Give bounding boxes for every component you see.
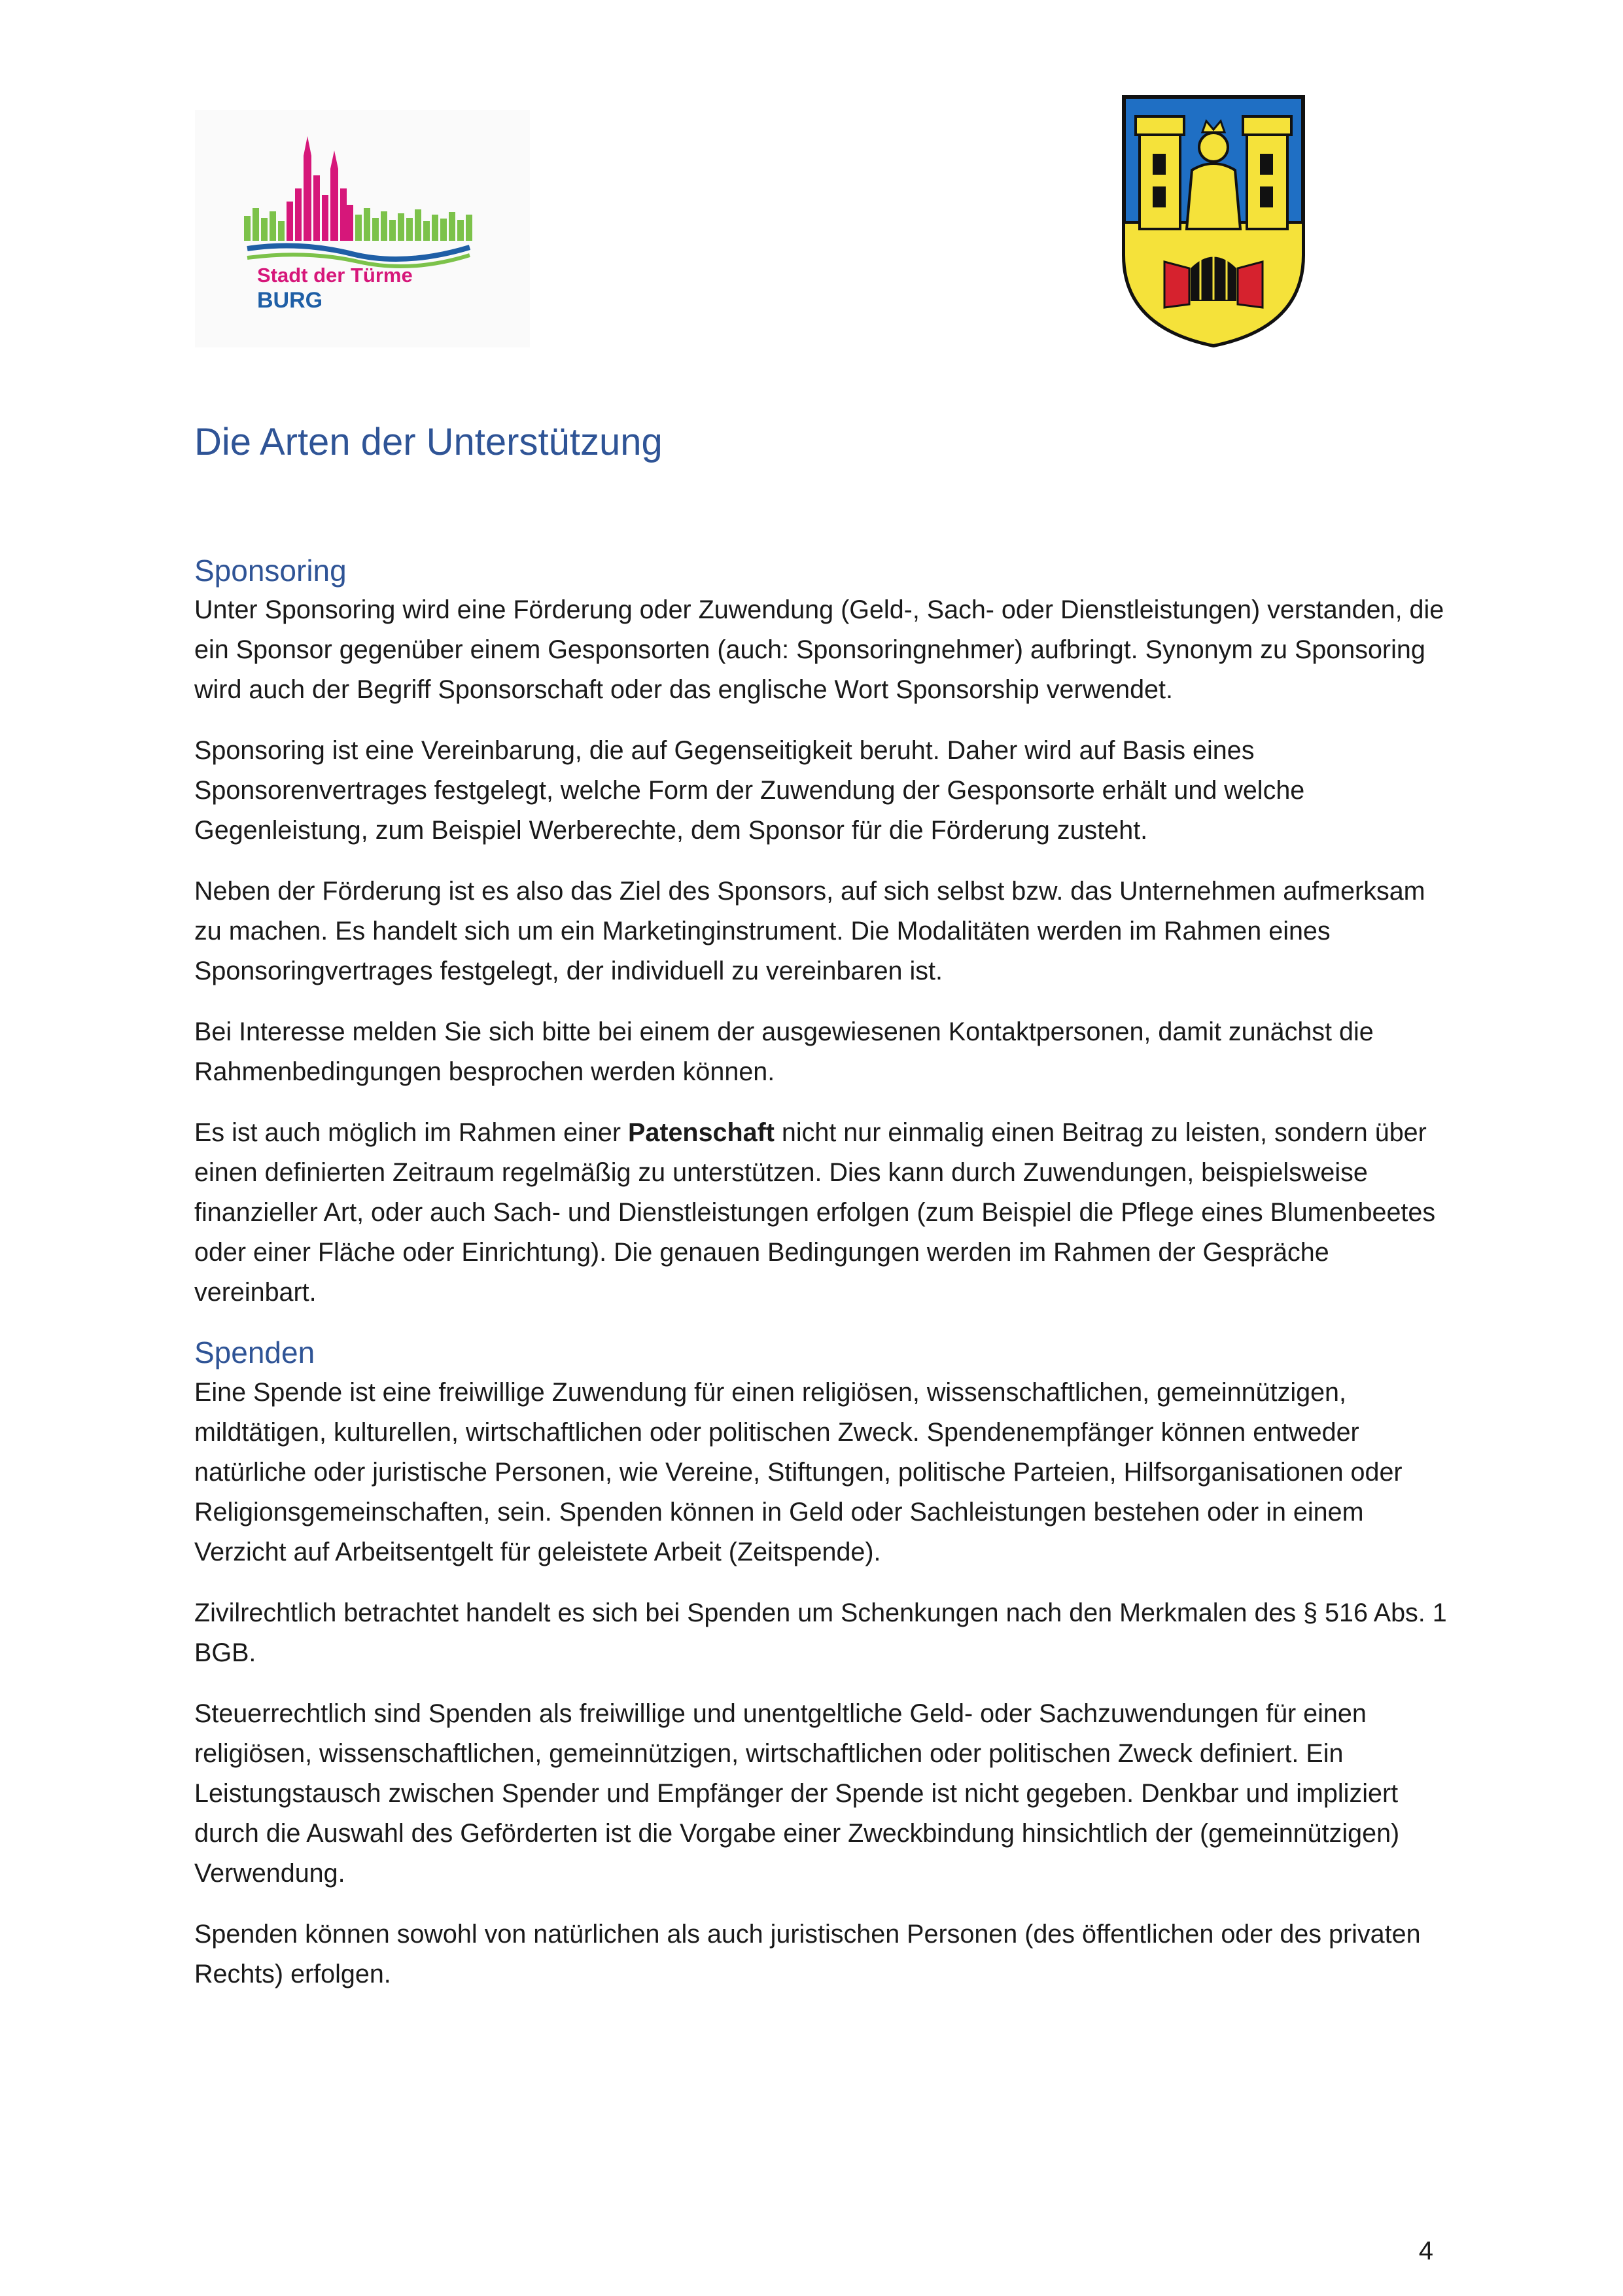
text-run: nicht nur einmalig einen Beitrag zu leisten, sondern über einen definierten Zeitraum regelmäßig zu unterstützen. Dies kann durch Zuwendungen, beispielsweise finanzieller Art, oder auch Sach- und Dienstleistungen erfolgen (zum Beispiel die Pflege eines Blumenbeetes oder einer Fläche oder Einrichtung). Die genauen Bedingungen werden im Rahmen der Gespräche vereinbart. xyxy=(194,1118,1436,1307)
paragraph: Neben der Förderung ist es also das Ziel des Sponsors, auf sich selbst bzw. das Unternehmen aufmerksam zu machen. Es handelt sich um ein Marketinginstrument. Die Modalitäten werden im Rahmen eines Sponsoringvertrages festgelegt, der individuell zu vereinbaren ist. xyxy=(194,877,1425,986)
city-logo-tagline: Stadt der Türme xyxy=(257,264,413,287)
bold-term: Patenschaft xyxy=(628,1118,775,1148)
paragraph: Unter Sponsoring wird eine Förderung oder Zuwendung (Geld-, Sach- oder Dienstleistungen) verstanden, die ein Sponsor gegenüber einem Gesponsorten (auch: Sponsoringnehmer) aufbringt. Synonym zu Sponsoring wird auch der Begriff Sponsorschaft oder das englische Wort Sponsorship verwendet. xyxy=(194,595,1444,705)
page-title: Die Arten der Unterstützung xyxy=(194,421,663,463)
section-heading-sponsoring: Sponsoring xyxy=(194,553,347,588)
city-logo xyxy=(195,110,530,347)
document-body xyxy=(194,419,1447,2015)
coat-of-arms-graphic xyxy=(1119,92,1308,350)
paragraph: Bei Interesse melden Sie sich bitte bei einem der ausgewiesenen Kontaktpersonen, damit zunächst die Rahmenbedingungen besprochen werden können. xyxy=(194,1017,1374,1087)
city-logo-name: BURG xyxy=(257,288,323,313)
paragraph: Steuerrechtlich sind Spenden als freiwillige und unentgeltliche Geld- oder Sachzuwendungen für einen religiösen, wissenschaftlichen, gemeinnützigen, wirtschaftlichen oder politischen Zweck definiert. Ein Leistungstausch zwischen Spender und Empfänger der Spende ist nicht gegeben. Denkbar und impliziert durch die Auswahl des Geförderten ist die Vorgabe einer Zweckbindung hinsichtlich der (gemeinnützigen) Verwendung. xyxy=(194,1699,1400,1888)
page-number: 4 xyxy=(1418,2236,1433,2265)
text-run: Es ist auch möglich im Rahmen einer xyxy=(194,1118,628,1148)
coat-of-arms xyxy=(1119,92,1308,350)
paragraph: Sponsoring ist eine Vereinbarung, die auf Gegenseitigkeit beruht. Daher wird auf Basis eines Sponsorenvertrages festgelegt, welche Form der Zuwendung der Gesponsorte erhält und welche Gegenleistung, zum Beispiel Werberechte, dem Sponsor für die Förderung zusteht. xyxy=(194,736,1305,845)
paragraph: Eine Spende ist eine freiwillige Zuwendung für einen religiösen, wissenschaftlichen, gemeinnützigen, mildtätigen, kulturellen, wirtschaftlichen oder politischen Zweck. Spendenempfänger können entweder natürliche oder juristische Personen, wie Vereine, Stiftungen, politische Parteien, Hilfsorganisationen oder Religionsgemeinschaften, sein. Spenden können in Geld oder Sachleistungen bestehen oder in einem Verzicht auf Arbeitsentgelt für geleistete Arbeit (Zeitspende). xyxy=(194,1378,1403,1567)
city-skyline-logo-graphic xyxy=(195,110,530,347)
paragraph-patenschaft xyxy=(194,1113,1447,1313)
paragraph: Spenden können sowohl von natürlichen als auch juristischen Personen (des öffentlichen oder des privaten Rechts) erfolgen. xyxy=(194,1920,1421,1989)
section-heading-spenden: Spenden xyxy=(194,1335,315,1370)
paragraph: Zivilrechtlich betrachtet handelt es sich bei Spenden um Schenkungen nach den Merkmalen des § 516 Abs. 1 BGB. xyxy=(194,1598,1447,1668)
